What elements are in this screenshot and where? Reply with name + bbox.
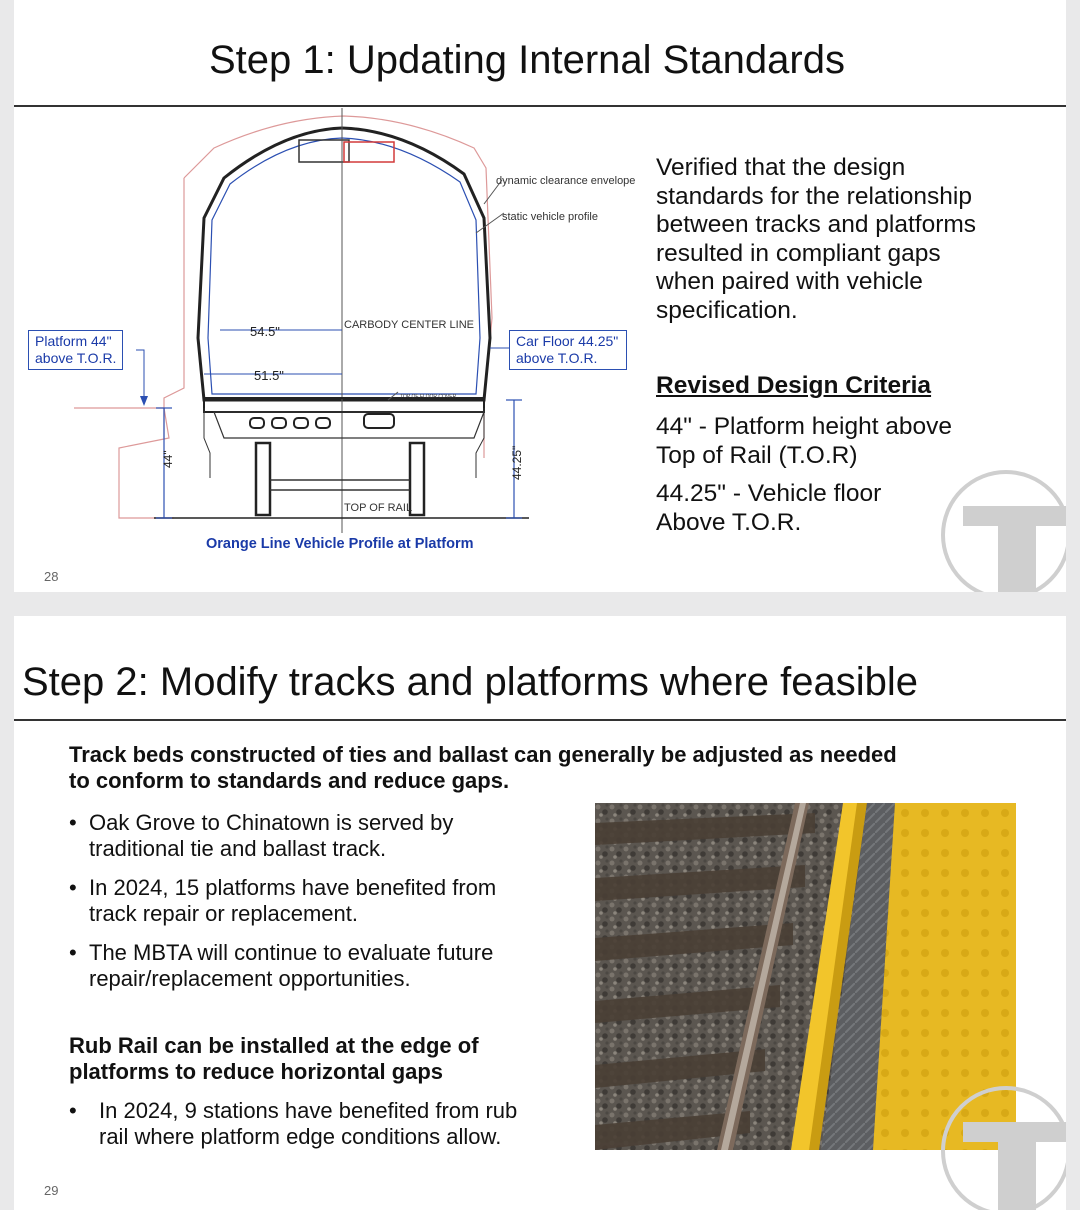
dim-51-5-label: 51.5"	[254, 368, 284, 383]
intro-line: to conform to standards and reduce gaps.	[69, 768, 510, 793]
verified-text	[656, 154, 976, 325]
equip-4	[316, 418, 330, 428]
verified-line: standards for the relationship	[656, 182, 972, 210]
title-rule	[14, 719, 1066, 721]
bullet-item	[69, 1098, 517, 1150]
track-platform-photo	[595, 803, 1016, 1150]
page-number: 29	[44, 1183, 59, 1198]
criteria-line: 44.25" - Vehicle floor	[656, 480, 882, 507]
dynamic-envelope-label: dynamic clearance envelope	[496, 175, 636, 187]
platform-callout-line2: above T.O.R.	[35, 350, 117, 366]
car-body-outer	[198, 128, 490, 400]
wheel-right	[410, 443, 424, 515]
underframe	[214, 412, 484, 438]
slide-29	[14, 616, 1066, 1210]
wheel-left	[256, 443, 270, 515]
bullet-item	[69, 810, 453, 862]
bullet-dot: •	[69, 940, 77, 965]
dim-44-25-label: 44.25"	[510, 445, 524, 480]
criteria-item	[656, 480, 881, 537]
bullet-line: In 2024, 9 stations have benefited from rub	[99, 1098, 518, 1123]
verified-line: when paired with vehicle	[656, 268, 923, 295]
criteria-heading: Revised Design Criteria	[656, 372, 932, 399]
platform-callout	[28, 330, 123, 370]
rub-heading-line: Rub Rail can be installed at the edge of	[69, 1033, 479, 1058]
rub-heading-line: platforms to reduce horizontal gaps	[69, 1059, 444, 1084]
bullet-line: repair/replacement opportunities.	[89, 966, 411, 991]
criteria-line: Top of Rail (T.O.R)	[656, 441, 858, 469]
left-envelope-line	[164, 178, 184, 438]
rub-rail-heading	[69, 1033, 479, 1085]
bullet-line: rail where platform edge conditions allow.	[99, 1124, 502, 1149]
top-of-rail-label: TOP OF RAIL	[344, 502, 413, 514]
platform-callout-arrowhead	[140, 396, 148, 406]
verified-line: between tracks and platforms	[656, 211, 977, 238]
floor-cover-label: TOP OF FLOOR COVER	[400, 394, 457, 400]
criteria-line: 44" - Platform height above	[656, 413, 953, 440]
slide-28	[14, 0, 1066, 592]
dim-44-label: 44"	[161, 450, 175, 468]
intro-line: Track beds constructed of ties and ballast can generally be adjusted as needed	[69, 742, 897, 767]
diagram-caption: Orange Line Vehicle Profile at Platform	[206, 536, 474, 552]
equip-2	[272, 418, 286, 428]
bullet-item	[69, 875, 496, 927]
car-body-inner	[208, 138, 480, 394]
verified-line: Verified that the design	[656, 154, 906, 181]
intro-text	[69, 742, 897, 794]
left-clearance	[204, 408, 210, 478]
equip-3	[294, 418, 308, 428]
bullet-dot: •	[69, 810, 77, 835]
car-floor-callout-line1: Car Floor 44.25"	[516, 333, 619, 349]
bullet-line: track repair or replacement.	[89, 901, 358, 926]
car-floor-callout-line2: above T.O.R.	[516, 350, 598, 366]
platform-outline	[74, 408, 174, 518]
bullet-line: Oak Grove to Chinatown is served by	[89, 810, 454, 835]
dynamic-envelope-line	[184, 116, 492, 458]
page-number: 28	[44, 569, 59, 584]
static-leader	[476, 213, 504, 233]
criteria-line: Above T.O.R.	[656, 508, 802, 536]
platform-callout-leader	[136, 350, 144, 400]
static-profile-label: static vehicle profile	[502, 211, 598, 223]
dim-54-5-label: 54.5"	[250, 324, 280, 339]
bullet-item	[69, 940, 493, 992]
carbody-center-label: CARBODY CENTER LINE	[344, 319, 474, 331]
bullet-dot: •	[69, 1098, 77, 1123]
equip-5	[364, 414, 394, 428]
mbta-logo-icon	[941, 1086, 1066, 1210]
bullet-dot: •	[69, 875, 77, 900]
vehicle-profile-diagram	[14, 108, 644, 538]
mbta-logo-icon	[941, 470, 1066, 592]
bullet-line: traditional tie and ballast track.	[89, 836, 387, 861]
platform-callout-line1: Platform 44"	[35, 333, 112, 349]
bullet-line: The MBTA will continue to evaluate future	[89, 940, 494, 965]
criteria-item	[656, 413, 952, 470]
title-rule	[14, 105, 1066, 107]
slide-title: Step 2: Modify tracks and platforms where feasible	[22, 660, 918, 704]
right-clearance	[476, 408, 484, 478]
equip-1	[250, 418, 264, 428]
slide-title: Step 1: Updating Internal Standards	[209, 38, 845, 82]
verified-line: specification.	[656, 296, 798, 324]
bullet-line: In 2024, 15 platforms have benefited from	[89, 875, 497, 900]
verified-line: resulted in compliant gaps	[656, 239, 941, 267]
car-floor-callout	[509, 330, 627, 370]
